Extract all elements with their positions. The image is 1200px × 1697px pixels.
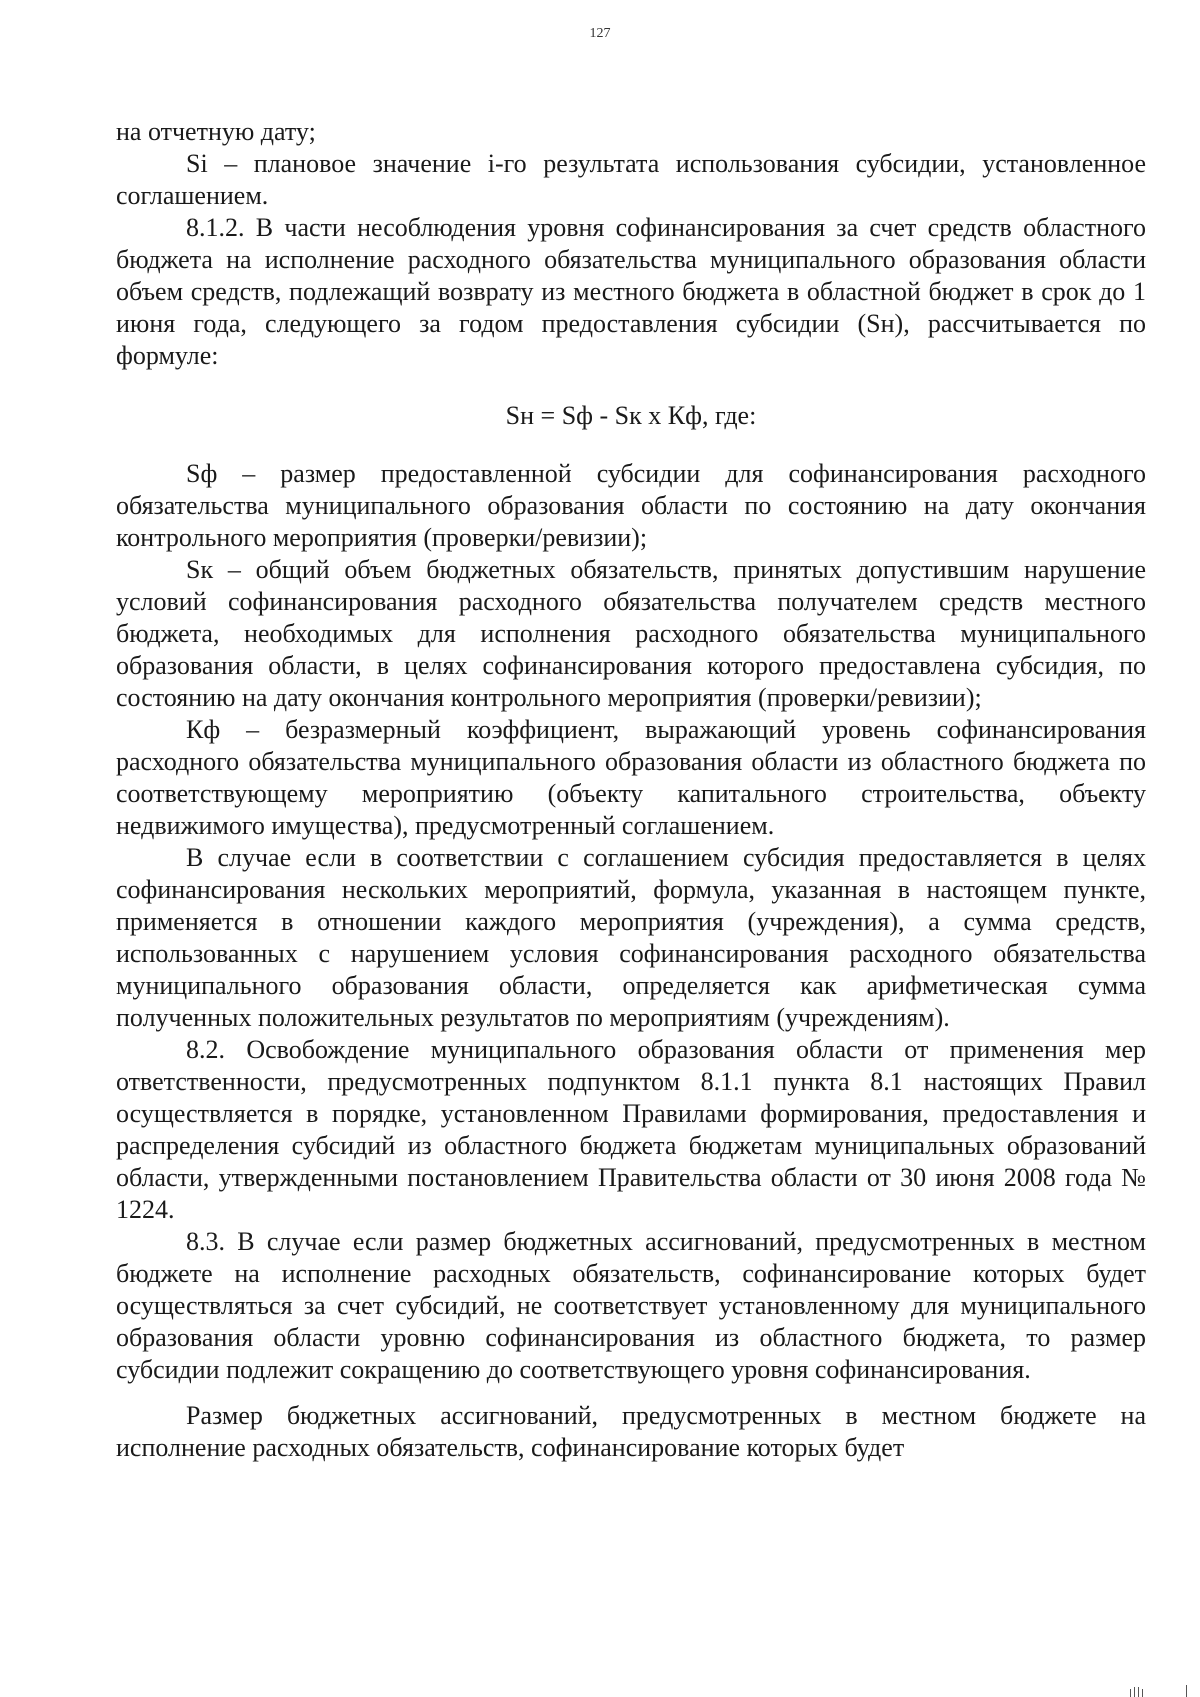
paragraph-sk-definition: Sк – общий объем бюджетных обязательств, принятых допустившим нарушение условий софинансирования расходного обязательства получателем средств местного бюджета, необходимых для исполнения расходного обязательства муниципального образования области, в целях софинансирования которого предоставлена субсидия, по состоянию на дату окончания контрольного мероприятия (проверки/ревизии); (116, 555, 1146, 712)
paragraph-kf-definition: Кф – безразмерный коэффициент, выражающий уровень софинансирования расходного обязательства муниципального образования области из областного бюджета по соответствующему мероприятию (объекту капитального строительства, объекту недвижимого имущества), предусмотренный соглашением. (116, 715, 1146, 840)
page-number: 127 (589, 26, 611, 41)
paragraph-budget-allocations: Размер бюджетных ассигнований, предусмотренных в местном бюджете на исполнение расходных обязательств, софинансирование которых будет (116, 1401, 1146, 1462)
paragraph-continuation: на отчетную дату; (116, 117, 316, 146)
paragraph-8-1-2: 8.1.2. В части несоблюдения уровня софинансирования за счет средств областного бюджета на исполнение расходного обязательства муниципального образования области объем средств, подлежащий возврату из местного бюджета в областной бюджет в срок до 1 июня года, следующего за годом предоставления субсидии (Sн), рассчитывается по формуле: (116, 213, 1146, 370)
paragraph-8-3: 8.3. В случае если размер бюджетных ассигнований, предусмотренных в местном бюджете на исполнение расходных обязательств, софинансирование которых будет осуществляться за счет субсидий, не соответствует установленному для муниципального образования области уровню софинансирования из областного бюджета, то размер субсидии подлежит сокращению до соответствующего уровня софинансирования. (116, 1227, 1146, 1384)
paragraph-multiple-activities: В случае если в соответствии с соглашением субсидия предоставляется в целях софинансирования нескольких мероприятий, формула, указанная в настоящем пункте, применяется в отношении каждого мероприятия (учреждения), а сумма средств, использованных с нарушением условия софинансирования расходного обязательства муниципального образования области, определяется как арифметическая сумма полученных положительных результатов по мероприятиям (учреждениям). (116, 843, 1146, 1032)
paragraph-8-2: 8.2. Освобождение муниципального образования области от применения мер ответственности, предусмотренных подпунктом 8.1.1 пункта 8.1 настоящих Правил осуществляется в порядке, установленном Правилами формирования, предоставления и распределения субсидий из областного бюджета бюджетам муниципальных образований области, утвержденными постановлением Правительства области от 30 июня 2008 года № 1224. (116, 1035, 1146, 1224)
paragraph-sf-definition: Sф – размер предоставленной субсидии для софинансирования расходного обязательства муниципального образования области по состоянию на дату окончания контрольного мероприятия (проверки/ревизии); (116, 459, 1146, 552)
scan-marks (1130, 1683, 1190, 1697)
formula: Sн = Sф - Sк х Кф, где: (505, 401, 757, 430)
paragraph-si-definition: Si – плановое значение i-го результата использования субсидии, установленное соглашением. (116, 149, 1146, 210)
document-body (116, 116, 1146, 1464)
